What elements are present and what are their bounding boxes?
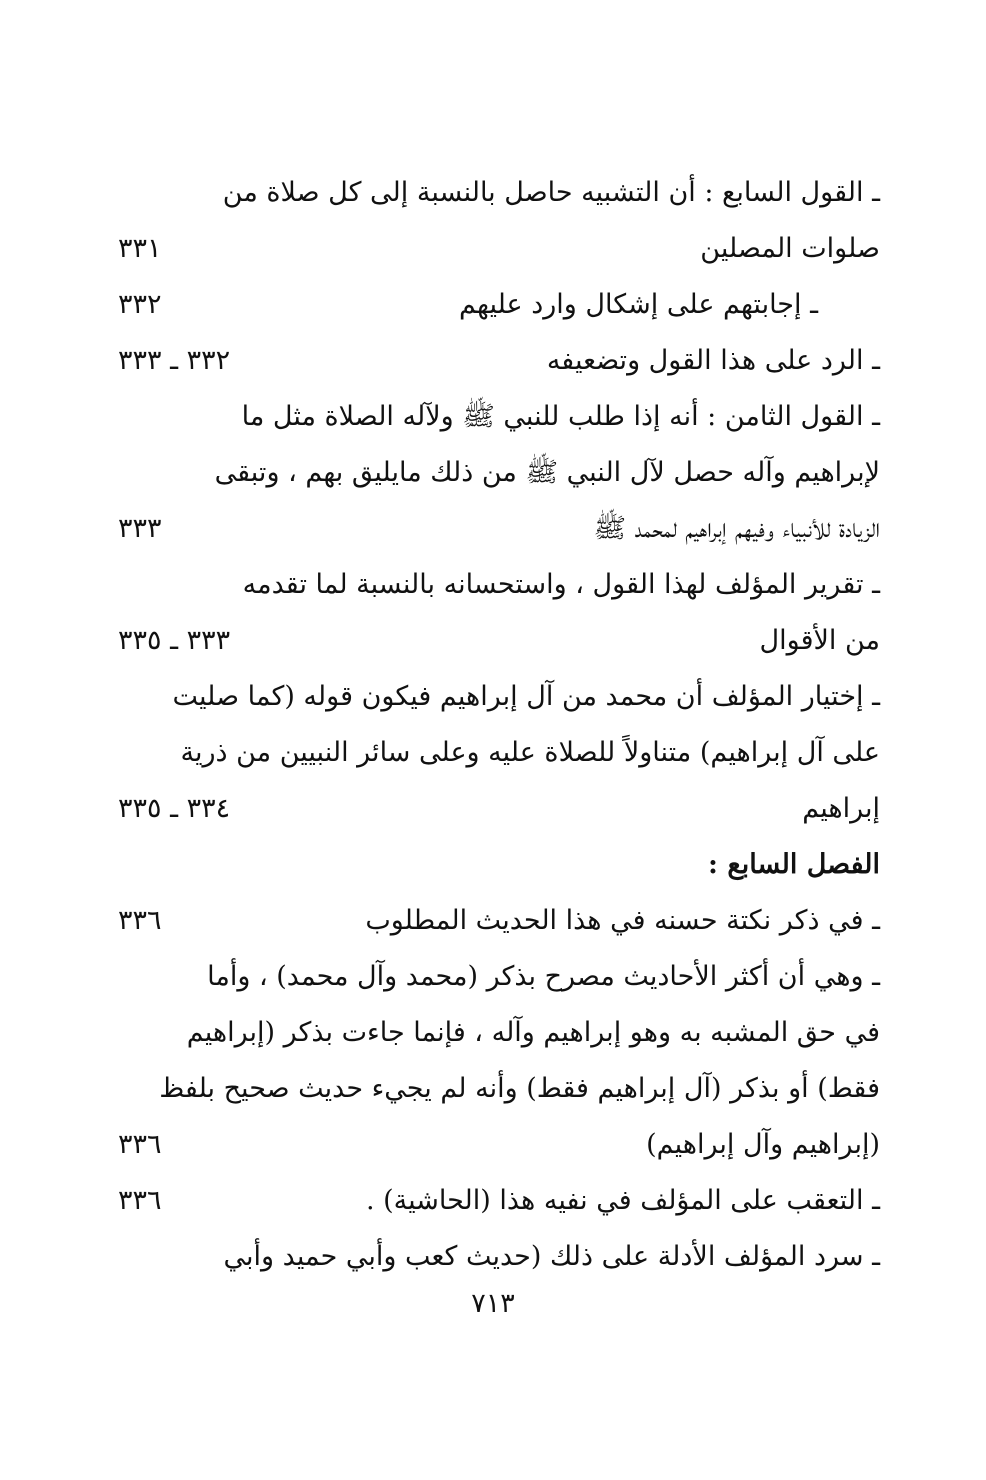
entry-text: ـ سرد المؤلف الأدلة على ذلك (حديث كعب وأبي حميد وأبي xyxy=(223,1241,880,1272)
index-entry xyxy=(100,893,880,949)
index-entry xyxy=(100,557,880,613)
page-number: ٧١٣ xyxy=(471,1288,515,1319)
entry-text: ـ القول السابع : أن التشبيه حاصل بالنسبة إلى كل صلاة من xyxy=(222,177,880,208)
index-entry xyxy=(100,669,880,725)
index-entry xyxy=(100,221,880,277)
index-entry xyxy=(100,725,880,781)
entry-text: ـ في ذكر نكتة حسنه في هذا الحديث المطلوب xyxy=(365,905,880,936)
index-entry xyxy=(100,277,880,333)
entry-page-ref: ٣٣٦ xyxy=(118,1129,162,1160)
entry-page-ref: ٣٣٢ ـ ٣٣٣ xyxy=(118,345,231,376)
entry-text: من الأقوال xyxy=(759,625,880,656)
entry-text: ـ تقرير المؤلف لهذا القول ، واستحسانه بالنسبة لما تقدمه xyxy=(242,569,880,600)
entry-text: ـ الرد على هذا القول وتضعيفه xyxy=(546,345,880,376)
index-entry xyxy=(100,333,880,389)
entry-text: ـ إجابتهم على إشكال وارد عليهم xyxy=(459,289,818,320)
index-entry xyxy=(100,613,880,669)
index-entry xyxy=(100,1173,880,1229)
index-entry xyxy=(100,389,880,445)
index-entry xyxy=(100,949,880,1005)
entry-page-ref: ٣٣٦ xyxy=(118,905,162,936)
entry-text: ـ إختيار المؤلف أن محمد من آل إبراهيم فيكون قوله (كما صليت xyxy=(172,681,880,712)
index-entry xyxy=(100,445,880,501)
entry-page-ref: ٣٣٤ ـ ٣٣٥ xyxy=(118,793,231,824)
section-heading-text: الفصل السابع : xyxy=(708,849,880,880)
entry-text: إبراهيم xyxy=(802,793,880,824)
entry-text: صلوات المصلين xyxy=(700,233,880,264)
entry-text: (إبراهيم وآل إبراهيم) xyxy=(646,1129,880,1160)
section-heading xyxy=(100,837,880,893)
entry-text: فقط) أو بذكر (آل إبراهيم فقط) وأنه لم يجيء حديث صحيح بلفظ xyxy=(159,1073,880,1104)
entry-text: لإبراهيم وآله حصل لآل النبي ﷺ من ذلك مايليق بهم ، وتبقى xyxy=(214,457,880,488)
index-entry xyxy=(100,1061,880,1117)
entry-text: على آل إبراهيم) متناولاً للصلاة عليه وعلى سائر النبيين من ذرية xyxy=(180,737,880,768)
entry-text: ـ القول الثامن : أنه إذا طلب للنبي ﷺ ولآله الصلاة مثل ما xyxy=(241,401,880,432)
entry-text: ـ وهي أن أكثر الأحاديث مصرح بذكر (محمد وآل محمد) ، وأما xyxy=(207,961,880,992)
entry-page-ref: ٣٣٢ xyxy=(118,289,162,320)
entry-page-ref: ٣٣٦ xyxy=(118,1185,162,1216)
index-entry xyxy=(100,1005,880,1061)
entry-text: الزيادة للأنبياء وفيهم إبراهيم لمحمد ﷺ xyxy=(593,513,880,544)
entry-text: في حق المشبه به وهو إبراهيم وآله ، فإنما جاءت بذكر (إبراهيم xyxy=(186,1017,880,1048)
index-entry xyxy=(100,1117,880,1173)
entry-page-ref: ٣٣١ xyxy=(118,233,162,264)
index-entry xyxy=(100,1229,880,1285)
entry-page-ref: ٣٣٣ xyxy=(118,513,162,544)
entry-text: ـ التعقب على المؤلف في نفيه هذا (الحاشية) . xyxy=(365,1185,880,1216)
entry-page-ref: ٣٣٣ ـ ٣٣٥ xyxy=(118,625,231,656)
index-entry xyxy=(100,501,880,557)
index-entry xyxy=(100,165,880,221)
index-entry xyxy=(100,781,880,837)
